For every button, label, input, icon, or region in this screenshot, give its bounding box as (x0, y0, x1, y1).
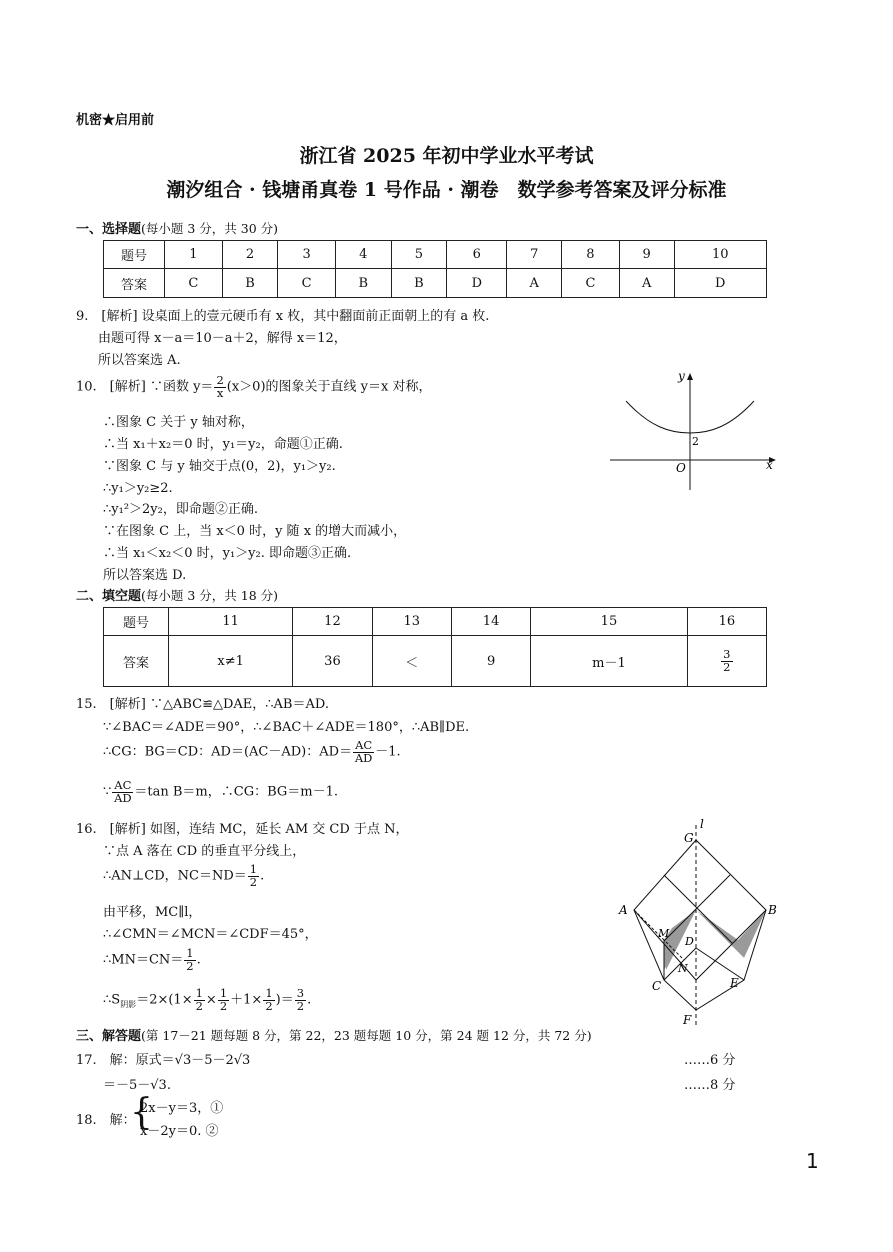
choice-answer-table (103, 240, 767, 298)
question-number-cell: 10 (674, 241, 767, 269)
answer-cell: A (619, 269, 674, 298)
page-subtitle: 潮汐组合 · 钱塘甬真卷 1 号作品 · 潮卷 数学参考答案及评分标准 (166, 179, 727, 201)
section1-note: (每小题 3 分，共 30 分) (141, 221, 279, 236)
q16-text: ∴S (103, 992, 121, 1008)
q16-text: . (307, 992, 312, 1008)
q15-fraction (112, 780, 133, 804)
q16-line-6 (103, 948, 201, 972)
q10-text: (x＞0)的图象关于直线 y＝x 对称， (226, 379, 432, 395)
q16-geometry-figure (612, 815, 787, 1030)
q15-text: ∵ (103, 784, 112, 800)
answer-cell: C (562, 269, 620, 298)
fraction-numerator: 1 (186, 946, 194, 960)
answer-cell (687, 636, 766, 687)
confidential-label: 机密★启用前 (76, 113, 155, 128)
q17-score-1: ……6 分 (684, 1053, 736, 1068)
origin-label: O (676, 461, 686, 475)
q10-line-5: ∴y₁＞y₂≥2. (103, 481, 173, 496)
q16-text: × (205, 992, 217, 1008)
fraction-denominator: 2 (723, 659, 731, 674)
fraction-denominator: 2 (265, 998, 273, 1013)
q16-text: ∴MN＝CN＝ (103, 952, 184, 968)
question-number-cell: 12 (293, 608, 372, 636)
section1-heading (76, 218, 278, 237)
fraction-denominator: 2 (186, 958, 194, 973)
q10-line-1 (76, 375, 431, 399)
answer-cell: m－1 (531, 636, 687, 687)
q16-text: ＋1× (230, 992, 263, 1008)
section2-note: (每小题 3 分，共 18 分) (141, 588, 279, 603)
section3-heading (76, 1025, 592, 1044)
q16-text: ＝2×(1× (136, 992, 193, 1008)
fraction-numerator: AC (114, 778, 132, 792)
question-number-cell: 8 (562, 241, 620, 269)
fraction-numerator: 3 (296, 986, 305, 1000)
label-a: A (619, 903, 628, 917)
intercept-label: 2 (692, 435, 699, 448)
q16-fraction (248, 864, 259, 888)
fraction-numerator: 1 (265, 986, 273, 1000)
label-d: D (685, 935, 694, 948)
q16-fraction (263, 988, 274, 1012)
fraction-denominator: 2 (219, 998, 228, 1013)
q16-fraction (184, 948, 195, 972)
answer-cell: D (447, 269, 507, 298)
table-row-label: 题号 (104, 241, 165, 269)
answer-cell: B (391, 269, 447, 298)
x-label: x (766, 458, 773, 472)
question-number-cell: 9 (619, 241, 674, 269)
unshaded-region (696, 910, 744, 958)
label-n: N (678, 962, 688, 975)
q16-fraction (218, 988, 229, 1012)
q16-line-7 (103, 988, 311, 1012)
fraction-denominator: AD (114, 790, 132, 805)
question-number-cell: 4 (335, 241, 391, 269)
label-c: C (652, 979, 662, 993)
fraction-denominator: 2 (296, 998, 305, 1013)
question-number-cell: 2 (222, 241, 278, 269)
page-title: 浙江省 2025 年初中学业水平考试 (299, 145, 594, 167)
answer-cell: ＜ (372, 636, 451, 687)
q15-line-4 (103, 780, 338, 804)
q15-text: －1. (375, 744, 401, 760)
label-g: G (684, 831, 694, 845)
section3-note: (第 17－21 题每题 8 分，第 22，23 题每题 10 分，第 24 题 12 分，共 72 分) (141, 1028, 592, 1043)
q15-line-2: ∵∠BAC＝∠ADE＝90°，∴∠BAC＋∠ADE＝180°，∴AB∥DE. (103, 720, 470, 735)
label-b: B (768, 903, 777, 917)
q18-equation-2: x－2y＝0. ② (140, 1124, 219, 1139)
question-number-cell: 7 (507, 241, 562, 269)
q16-line-3 (103, 864, 264, 888)
q17-score-2: ……8 分 (684, 1078, 736, 1093)
q16-line-2: ∵点 A 落在 CD 的垂直平分线上， (103, 844, 306, 859)
question-number-cell: 3 (278, 241, 336, 269)
label-e: E (730, 976, 739, 990)
fraction-denominator: 2 (195, 998, 203, 1013)
q15-line-1: 15. [解析] ∵△ABC≌△DAE，∴AB＝AD. (76, 697, 329, 712)
q9-line-2: 由题可得 x－a＝10－a＋2，解得 x＝12， (98, 331, 347, 346)
q10-line-6: ∴y₁²＞2y₂，即命题②正确. (103, 502, 258, 517)
q9-line-1: 9. [解析] 设桌面上的壹元硬币有 x 枚，其中翻面前正面朝上的有 a 枚. (76, 309, 490, 324)
section2-title: 二、填空题 (76, 589, 142, 604)
answer-cell: A (507, 269, 562, 298)
table-row-label: 答案 (104, 636, 169, 687)
q16-text: ∴AN⊥CD，NC＝ND＝ (103, 868, 247, 884)
q16-subscript: 阴影 (120, 1000, 137, 1010)
q10-line-9: 所以答案选 D. (103, 568, 187, 583)
q18-label: 18. 解： (76, 1113, 136, 1128)
answer-cell: B (222, 269, 278, 298)
fraction-denominator: 2 (249, 874, 258, 889)
q18-equation-1: 2x－y＝3，① (140, 1101, 224, 1116)
fraction-denominator: x (216, 385, 224, 400)
q9-line-3: 所以答案选 A. (98, 353, 181, 368)
q10-line-3: ∴当 x₁＋x₂＝0 时，y₁＝y₂，命题①正确. (103, 437, 343, 452)
q15-text: ∴CG：BG＝CD：AD＝(AC－AD)：AD＝ (103, 744, 353, 760)
fraction-numerator: 2 (216, 373, 224, 387)
q15-line-3 (103, 740, 401, 764)
q10-line-7: ∵在图象 C 上，当 x＜0 时，y 随 x 的增大而减小， (103, 524, 407, 539)
answer-cell: C (278, 269, 336, 298)
label-f: F (683, 1013, 692, 1027)
q17-line-1: 17. 解：原式＝√3－5－2√3 (76, 1053, 251, 1068)
section1-title: 一、选择题 (76, 222, 142, 237)
label-l: l (700, 817, 704, 831)
fraction-numerator: 1 (219, 986, 228, 1000)
question-number-cell: 1 (165, 241, 223, 269)
fraction-numerator: 1 (249, 862, 258, 876)
q16-text: . (260, 868, 265, 884)
upper-square (634, 840, 766, 980)
table-row-label: 答案 (104, 269, 165, 298)
brace-icon: { (130, 1092, 153, 1133)
q10-line-2: ∴图象 C 关于 y 轴对称， (103, 415, 254, 430)
question-number-cell: 13 (372, 608, 451, 636)
q10-text: 10. [解析] ∵函数 y＝ (76, 379, 214, 395)
q16-fraction (295, 988, 306, 1012)
q16-line-5: ∴∠CMN＝∠MCN＝∠CDF＝45°， (103, 927, 318, 942)
question-number-cell: 5 (391, 241, 447, 269)
answer-cell: 9 (451, 636, 530, 687)
table-row-label: 题号 (104, 608, 169, 636)
answer16-fraction (721, 649, 732, 673)
answer-cell: 36 (293, 636, 372, 687)
section3-title: 三、解答题 (76, 1029, 142, 1044)
answer-cell: D (674, 269, 767, 298)
question-number-cell: 16 (687, 608, 766, 636)
page-number: 1 (806, 1149, 819, 1173)
q16-line-1: 16. [解析] 如图，连结 MC，延长 AM 交 CD 于点 N， (76, 822, 409, 837)
question-number-cell: 14 (451, 608, 530, 636)
answer-cell: B (335, 269, 391, 298)
q16-line-4: 由平移，MC∥l， (103, 905, 202, 920)
q17-line-2: ＝－5－√3. (103, 1078, 171, 1093)
fill-answer-table (103, 607, 767, 687)
section2-heading (76, 585, 278, 604)
y-axis-arrow-icon (687, 373, 693, 380)
answer-cell: C (165, 269, 223, 298)
question-number-cell: 6 (447, 241, 507, 269)
y-label: y (678, 369, 685, 383)
q10-function-graph (600, 365, 785, 495)
label-m: M (658, 927, 670, 940)
fraction-numerator: AC (355, 738, 373, 752)
answer-cell: x≠1 (169, 636, 293, 687)
q16-text: . (196, 952, 201, 968)
question-number-cell: 11 (169, 608, 293, 636)
fraction-numerator: 1 (195, 986, 203, 1000)
q15-text: ＝tan B＝m，∴CG：BG＝m－1. (134, 784, 338, 800)
q15-fraction (353, 740, 374, 764)
q16-text: )＝ (275, 992, 294, 1008)
q10-line-8: ∴当 x₁＜x₂＜0 时，y₁＞y₂. 即命题③正确. (103, 546, 352, 561)
q10-line-4: ∵图象 C 与 y 轴交于点(0，2)，y₁＞y₂. (103, 459, 336, 474)
q16-fraction (194, 988, 205, 1012)
question-number-cell: 15 (531, 608, 687, 636)
fraction-numerator: 3 (723, 647, 731, 661)
q10-fraction (214, 375, 225, 399)
fraction-denominator: AD (354, 750, 373, 765)
